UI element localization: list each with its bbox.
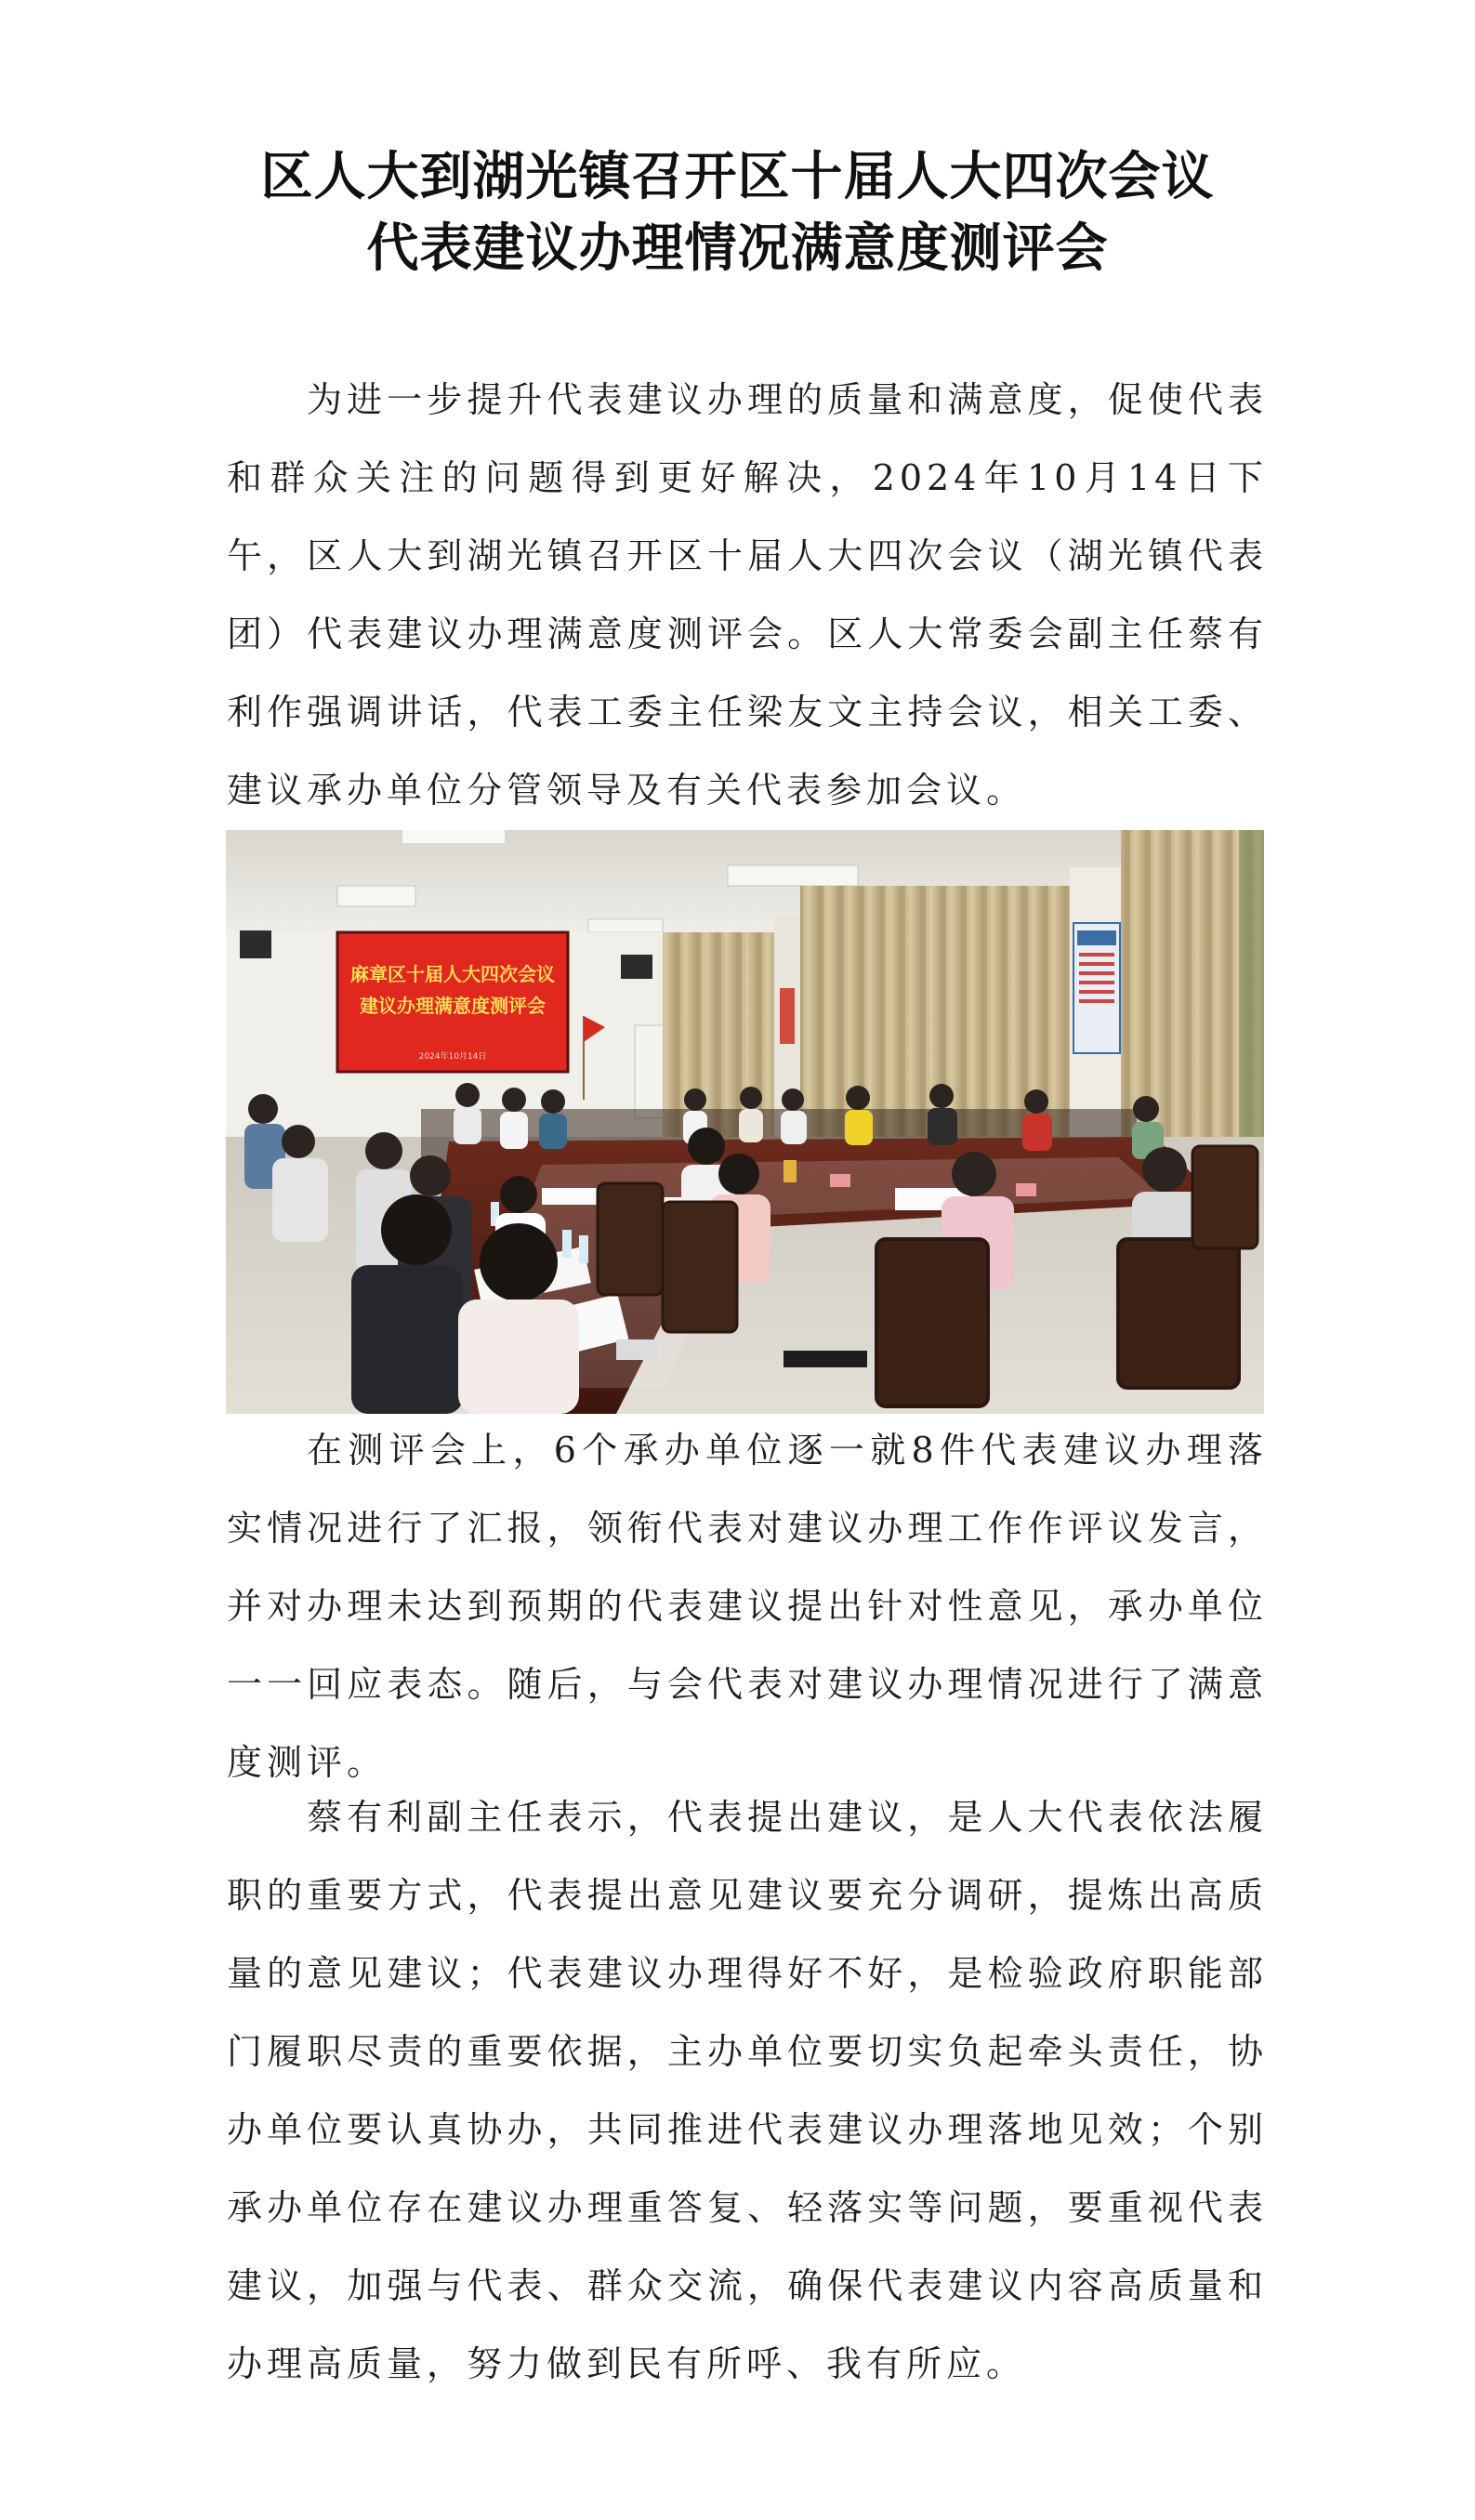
paragraph-remarks: 蔡有利副主任表示，代表提出建议，是人大代表依法履职的重要方式，代表提出意见建议要充分调研，提炼出高质量的意见建议；代表建议办理得好不好，是检验政府职能部门履职尽责的重要依据，主办单位要切实负起牵头责任，协办单位要认真协办，共同推进代表建议办理落地见效；个别承办单位存在建议办理重答复、轻落实等问题，要重视代表建议，加强与代表、群众交流，确保代表建议内容高质量和办理高质量，努力做到民有所呼、我有所应。: [227, 1797, 1268, 2384]
title-line-1: 区人大到湖光镇召开区十届人大四次会议: [260, 147, 1215, 207]
screen-text-line1: 麻章区十届人大四次会议: [350, 963, 555, 985]
paragraph-intro: 为进一步提升代表建议办理的质量和满意度，促使代表和群众关注的问题得到更好解决，2024年10月14日下午，区人大到湖光镇召开区十届人大四次会议（湖光镇代表团）代表建议办理满意度测评会。区人大常委会副主任蔡有利作强调讲话，代表工委主任梁友文主持会议，相关工委、建议承办单位分管领导及有关代表参加会议。: [227, 379, 1268, 811]
paragraph-report: 在测评会上，6个承办单位逐一就8件代表建议办理落实情况进行了汇报，领衔代表对建议办理工作作评议发言，并对办理未达到预期的代表建议提出针对性意见，承办单位一一回应表态。随后，与会代表对建议办理情况进行了满意度测评。: [227, 1430, 1268, 1783]
meeting-photo: [226, 830, 1264, 1414]
title-line-2: 代表建议办理情况满意度测评会: [366, 218, 1109, 279]
screen-text-line2: 建议办理满意度测评会: [360, 995, 546, 1017]
screen-date: 2024年10月14日: [418, 1052, 487, 1062]
